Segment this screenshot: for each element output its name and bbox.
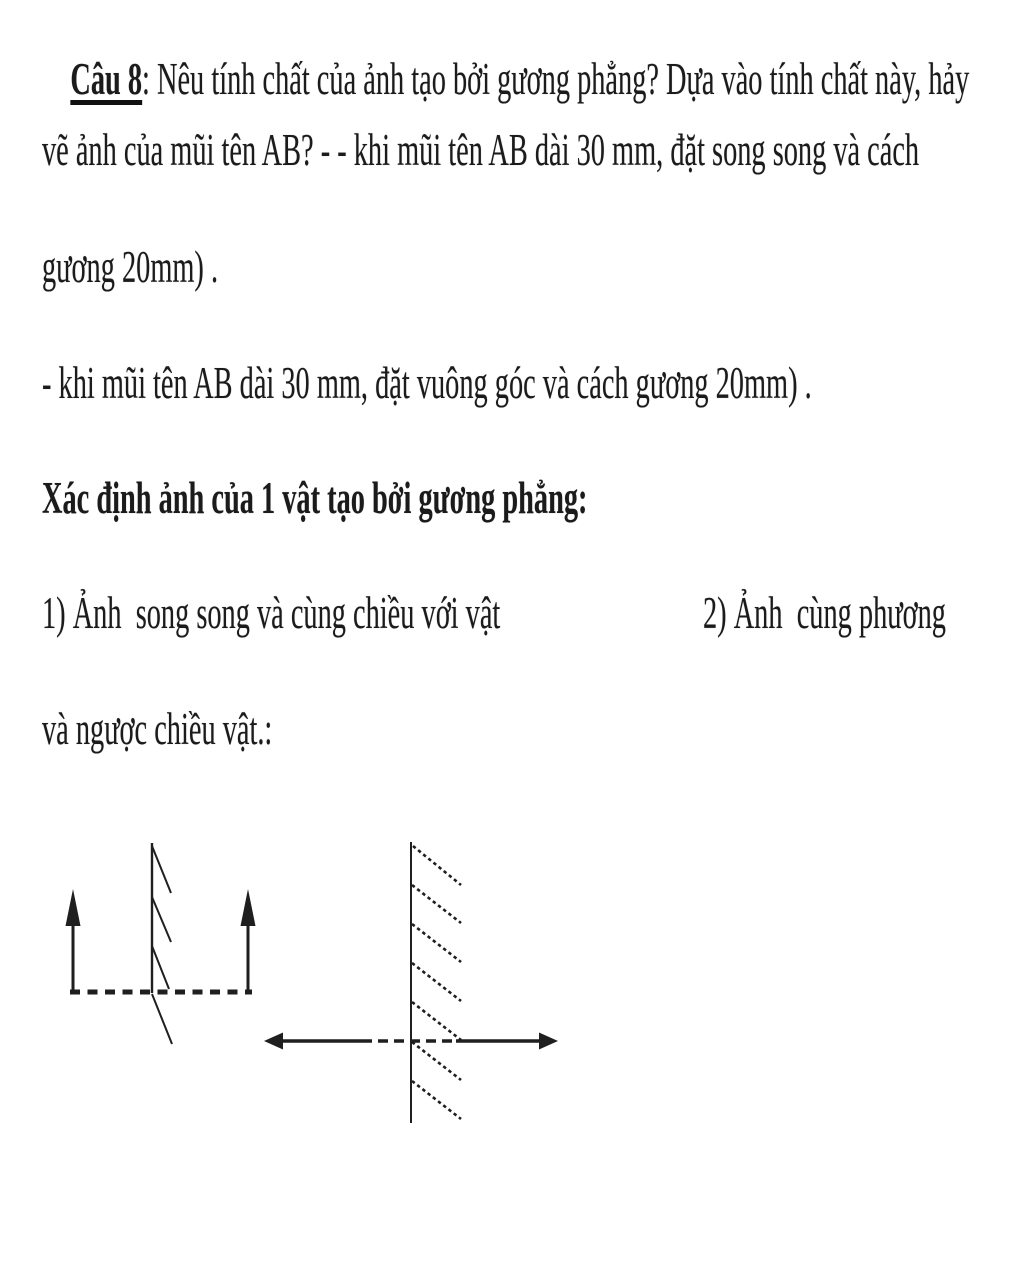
paragraph-line-3: gương 20mm) . (42, 242, 219, 292)
mirror-perpendicular-arrow-diagram (264, 842, 558, 1123)
mirror-hatch (152, 846, 171, 893)
section-heading: Xác định ảnh của 1 vật tạo bởi gương phẳng: (42, 473, 588, 523)
paragraph-line-2: vẽ ảnh của mũi tên AB? - - khi mũi tên AB dài 30 mm, đặt song song và cách (42, 125, 920, 175)
mirror-hatch (152, 994, 172, 1044)
arrow-head-right (539, 1033, 558, 1050)
image-arrow-head (241, 889, 256, 926)
question-number-label: Câu 8 (70, 54, 143, 104)
figures-canvas (0, 810, 620, 1150)
mirror-hatch (412, 963, 461, 1001)
item-1-continued-label: và ngược chiều vật.: (42, 704, 273, 754)
paragraph-line-4: - khi mũi tên AB dài 30 mm, đặt vuông góc và cách gương 20mm) . (42, 358, 812, 408)
mirror-hatch (152, 897, 171, 942)
mirror-hatch (412, 885, 461, 923)
question-text: : Nêu tính chất của ảnh tạo bởi gương phẳng? Dựa vào tính chất này, hảy (142, 54, 970, 104)
mirror-hatch (412, 924, 461, 962)
item-2-label: 2) Ảnh cùng phương (703, 588, 946, 638)
mirror-parallel-arrows-diagram (66, 843, 256, 1044)
object-arrow-head (66, 889, 81, 926)
mirror-hatch (412, 1002, 461, 1040)
arrow-head-left (264, 1033, 283, 1050)
item-1-label: 1) Ảnh song song và cùng chiều với vật (42, 588, 501, 638)
mirror-hatch (413, 846, 461, 885)
mirror-hatch (152, 946, 169, 989)
mirror-hatch (412, 1042, 461, 1080)
mirror-hatch (412, 1081, 461, 1119)
